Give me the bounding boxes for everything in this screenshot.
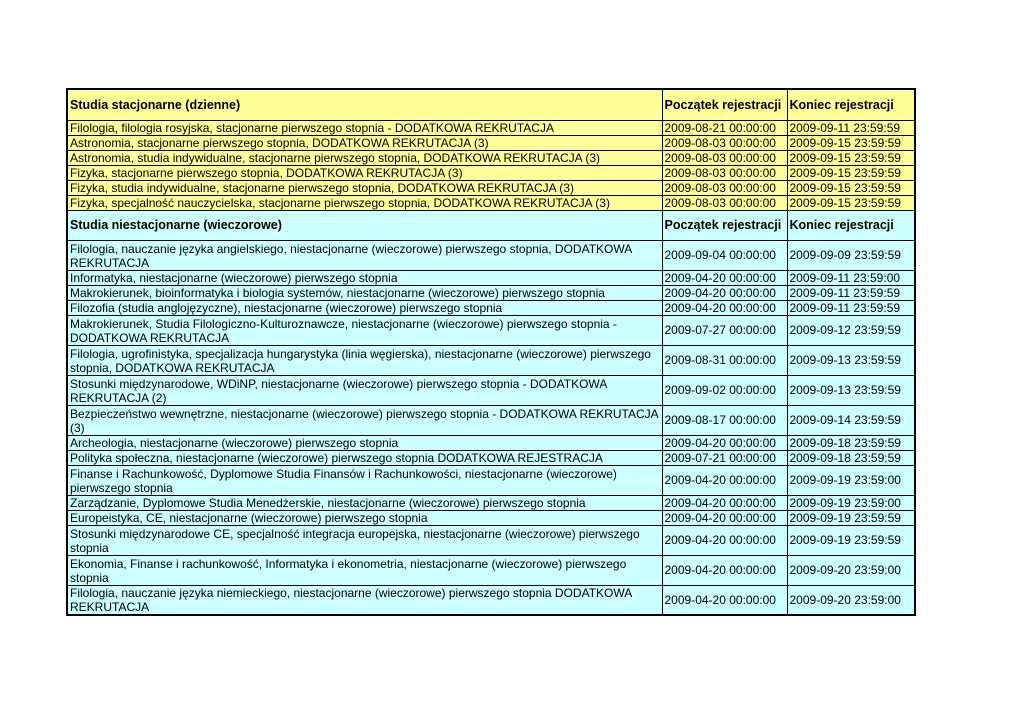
program-name-cell: Makrokierunek, bioinformatyka i biologia systemów, niestacjonarne (wieczorowe) pierwszego stopnia xyxy=(67,285,662,300)
program-name-cell: Polityka społeczna, niestacjonarne (wieczorowe) pierwszego stopnia DODATKOWA REJESTRACJA xyxy=(67,450,662,465)
registration-end-cell: 2009-09-15 23:59:59 xyxy=(787,135,915,150)
registration-end-cell: 2009-09-15 23:59:59 xyxy=(787,150,915,165)
registration-start-cell: 2009-04-20 00:00:00 xyxy=(662,555,787,585)
table-row xyxy=(67,195,915,210)
registration-start-cell: 2009-08-21 00:00:00 xyxy=(662,120,787,135)
program-name-cell: Finanse i Rachunkowość, Dyplomowe Studia Finansów i Rachunkowości, niestacjonarne (wieczorowe) pierwszego stopnia xyxy=(67,465,662,495)
program-name-cell: Filologia, filologia rosyjska, stacjonarne pierwszego stopnia - DODATKOWA REKRUTACJA xyxy=(67,120,662,135)
registration-end-cell: 2009-09-11 23:59:59 xyxy=(787,300,915,315)
program-name-cell: Astronomia, studia indywidualne, stacjonarne pierwszego stopnia, DODATKOWA REKRUTACJA (3) xyxy=(67,150,662,165)
program-name-cell: Filologia, nauczanie języka niemieckiego, niestacjonarne (wieczorowe) pierwszego stopnia DODATKOWA REKRUTACJA xyxy=(67,585,662,615)
registration-end-cell: 2009-09-19 23:59:00 xyxy=(787,495,915,510)
registration-start-cell: 2009-08-31 00:00:00 xyxy=(662,345,787,375)
program-name-cell: Filozofia (studia anglojęzyczne), niestacjonarne (wieczorowe) pierwszego stopnia xyxy=(67,300,662,315)
registration-start-cell: 2009-08-03 00:00:00 xyxy=(662,195,787,210)
program-name-cell: Stosunki międzynarodowe, WDiNP, niestacjonarne (wieczorowe) pierwszego stopnia - DODATKOWA REKRUTACJA (2) xyxy=(67,375,662,405)
table-row xyxy=(67,375,915,405)
table-row xyxy=(67,495,915,510)
table-row xyxy=(67,300,915,315)
registration-end-cell: 2009-09-18 23:59:59 xyxy=(787,450,915,465)
registration-end-cell: 2009-09-18 23:59:59 xyxy=(787,435,915,450)
registration-end-cell: 2009-09-11 23:59:00 xyxy=(787,270,915,285)
registration-end-cell: 2009-09-15 23:59:59 xyxy=(787,165,915,180)
registration-start-cell: 2009-08-03 00:00:00 xyxy=(662,150,787,165)
program-name-cell: Informatyka, niestacjonarne (wieczorowe) pierwszego stopnia xyxy=(67,270,662,285)
registration-end-cell: 2009-09-19 23:59:59 xyxy=(787,525,915,555)
registration-start-cell: 2009-04-20 00:00:00 xyxy=(662,510,787,525)
registration-start-cell: 2009-08-03 00:00:00 xyxy=(662,180,787,195)
registration-end-cell: 2009-09-15 23:59:59 xyxy=(787,180,915,195)
end-column-header: Koniec rejestracji xyxy=(787,210,915,240)
program-name-cell: Fizyka, specjalność nauczycielska, stacjonarne pierwszego stopnia, DODATKOWA REKRUTACJA (3) xyxy=(67,195,662,210)
registration-start-cell: 2009-09-04 00:00:00 xyxy=(662,240,787,270)
program-name-cell: Makrokierunek, Studia Filologiczno-Kulturoznawcze, niestacjonarne (wieczorowe) pierwszego stopnia - DODATKOWA REKRUTACJA xyxy=(67,315,662,345)
program-name-cell: Filologia, ugrofinistyka, specjalizacja hungarystyka (linia węgierska), niestacjonarne (wieczorowe) pierwszego stopnia, DODATKOWA REKRUTACJA xyxy=(67,345,662,375)
registration-end-cell: 2009-09-13 23:59:59 xyxy=(787,375,915,405)
end-column-header: Koniec rejestracji xyxy=(787,89,915,120)
program-name-cell: Europeistyka, CE, niestacjonarne (wieczorowe) pierwszego stopnia xyxy=(67,510,662,525)
registration-start-cell: 2009-04-20 00:00:00 xyxy=(662,465,787,495)
registration-end-cell: 2009-09-12 23:59:59 xyxy=(787,315,915,345)
registration-start-cell: 2009-04-20 00:00:00 xyxy=(662,300,787,315)
start-column-header: Początek rejestracji xyxy=(662,89,787,120)
evening-section-header xyxy=(67,210,915,240)
registration-end-cell: 2009-09-20 23:59:00 xyxy=(787,585,915,615)
table-row xyxy=(67,525,915,555)
registration-start-cell: 2009-04-20 00:00:00 xyxy=(662,525,787,555)
registration-start-cell: 2009-04-20 00:00:00 xyxy=(662,435,787,450)
program-name-cell: Fizyka, studia indywidualne, stacjonarne pierwszego stopnia, DODATKOWA REKRUTACJA (3) xyxy=(67,180,662,195)
table-row xyxy=(67,585,915,615)
registration-start-cell: 2009-08-03 00:00:00 xyxy=(662,135,787,150)
registration-start-cell: 2009-04-20 00:00:00 xyxy=(662,285,787,300)
program-name-cell: Zarządzanie, Dyplomowe Studia Menedżerskie, niestacjonarne (wieczorowe) pierwszego stopnia xyxy=(67,495,662,510)
registration-start-cell: 2009-07-21 00:00:00 xyxy=(662,450,787,465)
table-row xyxy=(67,285,915,300)
program-name-cell: Stosunki międzynarodowe CE, specjalność integracja europejska, niestacjonarne (wieczorowe) pierwszego stopnia xyxy=(67,525,662,555)
table-row xyxy=(67,135,915,150)
table-row xyxy=(67,240,915,270)
table-row xyxy=(67,555,915,585)
registration-end-cell: 2009-09-19 23:59:59 xyxy=(787,510,915,525)
registration-end-cell: 2009-09-13 23:59:59 xyxy=(787,345,915,375)
program-name-cell: Filologia, nauczanie języka angielskiego, niestacjonarne (wieczorowe) pierwszego stopnia, DODATKOWA REKRUTACJA xyxy=(67,240,662,270)
table-row xyxy=(67,150,915,165)
registration-start-cell: 2009-07-27 00:00:00 xyxy=(662,315,787,345)
registration-end-cell: 2009-09-09 23:59:59 xyxy=(787,240,915,270)
table-row xyxy=(67,450,915,465)
registration-end-cell: 2009-09-11 23:59:59 xyxy=(787,120,915,135)
registration-end-cell: 2009-09-11 23:59:59 xyxy=(787,285,915,300)
table-row xyxy=(67,315,915,345)
registration-table xyxy=(66,88,916,616)
table-row xyxy=(67,165,915,180)
program-name-cell: Archeologia, niestacjonarne (wieczorowe) pierwszego stopnia xyxy=(67,435,662,450)
table-row xyxy=(67,405,915,435)
registration-start-cell: 2009-08-17 00:00:00 xyxy=(662,405,787,435)
table-row xyxy=(67,345,915,375)
registration-start-cell: 2009-04-20 00:00:00 xyxy=(662,585,787,615)
program-name-cell: Fizyka, stacjonarne pierwszego stopnia, DODATKOWA REKRUTACJA (3) xyxy=(67,165,662,180)
program-name-cell: Ekonomia, Finanse i rachunkowość, Informatyka i ekonometria, niestacjonarne (wieczorowe) pierwszego stopnia xyxy=(67,555,662,585)
registration-end-cell: 2009-09-19 23:59:00 xyxy=(787,465,915,495)
registration-start-cell: 2009-09-02 00:00:00 xyxy=(662,375,787,405)
section-title: Studia niestacjonarne (wieczorowe) xyxy=(67,210,662,240)
start-column-header: Początek rejestracji xyxy=(662,210,787,240)
table-row xyxy=(67,435,915,450)
table-row xyxy=(67,270,915,285)
registration-start-cell: 2009-08-03 00:00:00 xyxy=(662,165,787,180)
program-name-cell: Bezpieczeństwo wewnętrzne, niestacjonarne (wieczorowe) pierwszego stopnia - DODATKOWA REKRUTACJA (3) xyxy=(67,405,662,435)
registration-end-cell: 2009-09-15 23:59:59 xyxy=(787,195,915,210)
table-row xyxy=(67,510,915,525)
section-title: Studia stacjonarne (dzienne) xyxy=(67,89,662,120)
table-row xyxy=(67,120,915,135)
daytime-section-header xyxy=(67,89,915,120)
program-name-cell: Astronomia, stacjonarne pierwszego stopnia, DODATKOWA REKRUTACJA (3) xyxy=(67,135,662,150)
registration-start-cell: 2009-04-20 00:00:00 xyxy=(662,270,787,285)
table-row xyxy=(67,180,915,195)
registration-start-cell: 2009-04-20 00:00:00 xyxy=(662,495,787,510)
registration-end-cell: 2009-09-20 23:59:00 xyxy=(787,555,915,585)
table-row xyxy=(67,465,915,495)
registration-end-cell: 2009-09-14 23:59:59 xyxy=(787,405,915,435)
